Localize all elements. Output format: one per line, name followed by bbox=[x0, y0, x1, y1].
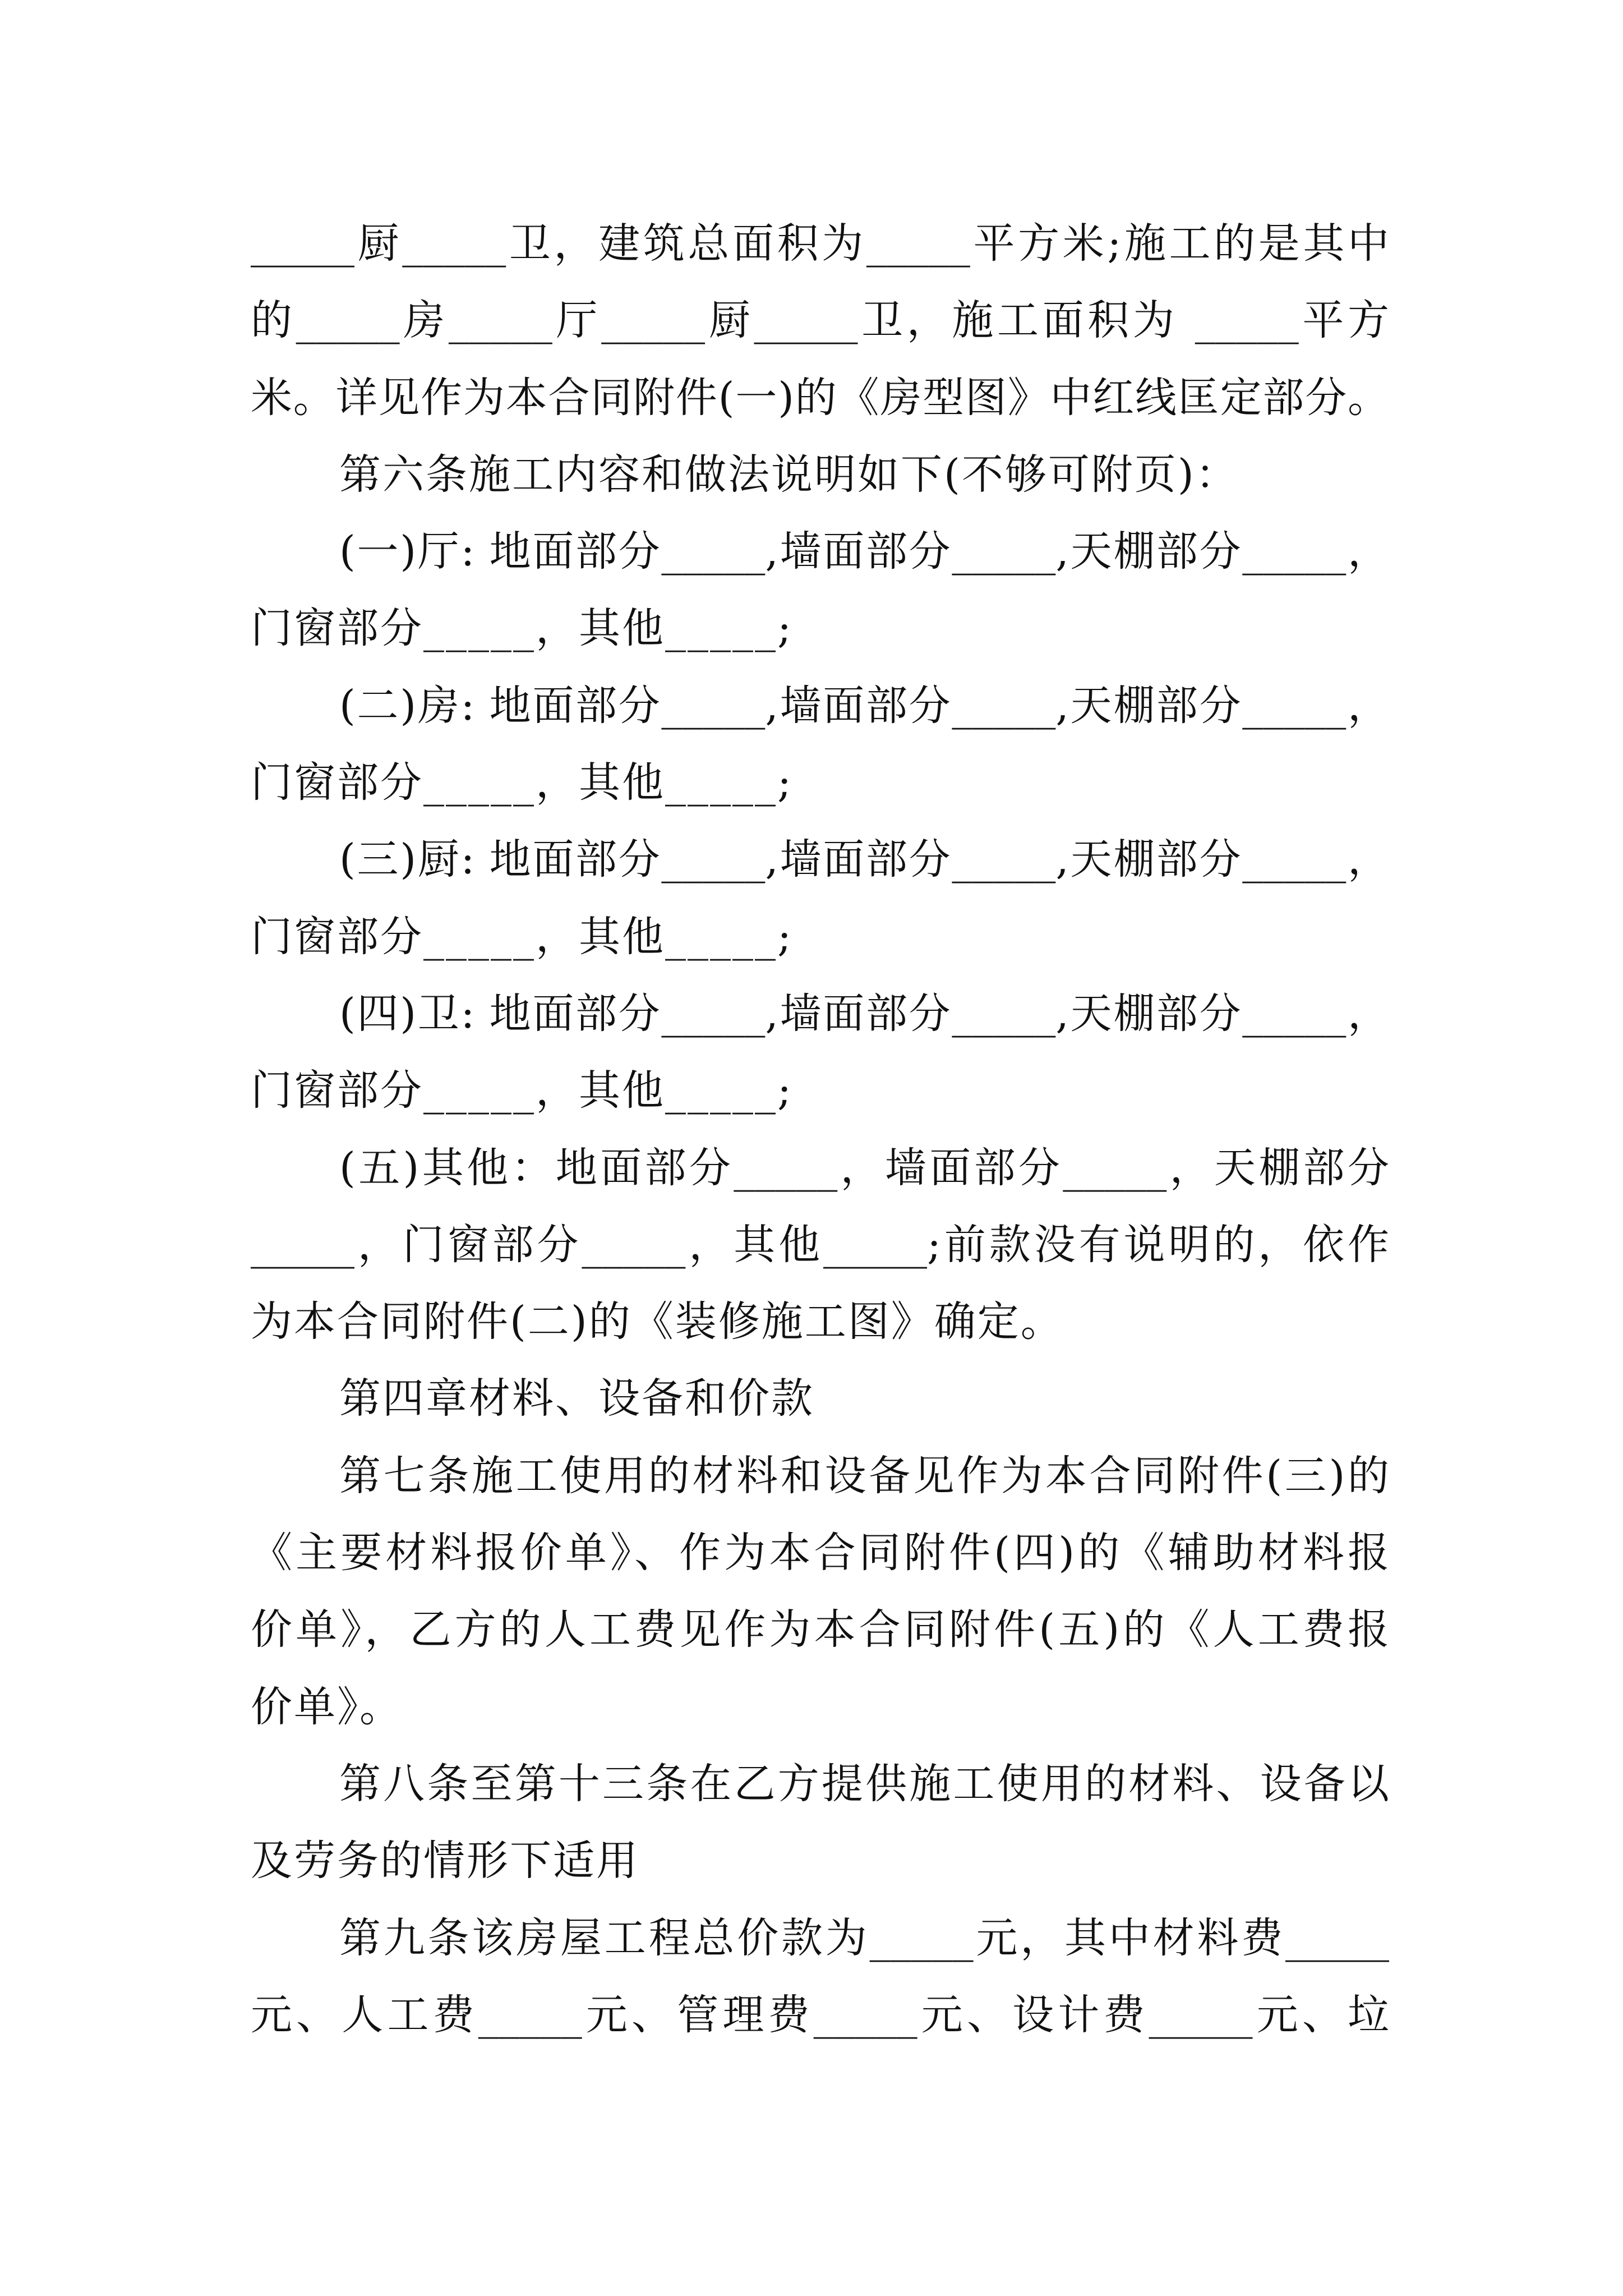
text-line: _____，门窗部分_____，其他_____;前款没有说明的，依作 bbox=[251, 1220, 1389, 1269]
text-line: 为本合同附件(二)的《装修施工图》确定。 bbox=[251, 1297, 1064, 1346]
text-line: 米。详见作为本合同附件(一)的《房型图》中红线匡定部分。 bbox=[251, 373, 1389, 422]
text-line: (三)厨: 地面部分_____,墙面部分_____,天棚部分_____， bbox=[339, 835, 1389, 884]
document-body bbox=[251, 205, 1389, 2054]
text-line: 门窗部分_____，其他_____; bbox=[251, 604, 793, 653]
text-line: 第四章材料、设备和价款 bbox=[339, 1374, 814, 1423]
text-line: 价单》。 bbox=[251, 1682, 403, 1731]
text-line: 及劳务的情形下适用 bbox=[251, 1837, 639, 1885]
item-5-other bbox=[251, 1130, 1389, 1361]
text-line: (二)房: 地面部分_____,墙面部分_____,天棚部分_____， bbox=[339, 681, 1389, 730]
item-3-kitchen bbox=[251, 821, 1389, 976]
text-line: 门窗部分_____，其他_____; bbox=[251, 758, 793, 807]
continued-paragraph-room-layout bbox=[251, 205, 1389, 436]
text-line: (五)其他：地面部分_____，墙面部分_____，天棚部分 bbox=[339, 1143, 1389, 1192]
article-6-heading bbox=[251, 436, 1389, 513]
text-line: 的_____房_____厅_____厨_____卫，施工面积为 _____平方 bbox=[251, 296, 1389, 345]
text-line: (四)卫: 地面部分_____,墙面部分_____,天棚部分_____， bbox=[339, 989, 1389, 1038]
text-line: 第七条施工使用的材料和设备见作为本合同附件(三)的 bbox=[339, 1451, 1389, 1500]
text-line: 第八条至第十三条在乙方提供施工使用的材料、设备以 bbox=[339, 1759, 1389, 1808]
article-7-paragraph bbox=[251, 1438, 1389, 1746]
article-9-paragraph bbox=[251, 1900, 1389, 2054]
text-line: 第九条该房屋工程总价款为_____元，其中材料费_____ bbox=[339, 1913, 1389, 1962]
text-line: 门窗部分_____，其他_____; bbox=[251, 912, 793, 961]
chapter-4-heading bbox=[251, 1360, 1389, 1437]
text-line: 第六条施工内容和做法说明如下(不够可附页)： bbox=[339, 450, 1239, 499]
text-line: 《主要材料报价单》、作为本合同附件(四)的《辅助材料报 bbox=[251, 1529, 1389, 1577]
item-1-hall bbox=[251, 513, 1389, 668]
text-line: 价单》，乙方的人工费见作为本合同附件(五)的《人工费报 bbox=[251, 1605, 1389, 1654]
article-8-paragraph bbox=[251, 1746, 1389, 1900]
item-4-bathroom bbox=[251, 976, 1389, 1130]
text-line: (一)厅: 地面部分_____,墙面部分_____,天棚部分_____， bbox=[339, 527, 1389, 576]
text-line: 元、人工费_____元、管理费_____元、设计费_____元、垃 bbox=[251, 1990, 1389, 2039]
text-line: _____厨_____卫，建筑总面积为_____平方米;施工的是其中 bbox=[251, 219, 1389, 268]
text-line: 门窗部分_____，其他_____; bbox=[251, 1066, 793, 1115]
item-2-room bbox=[251, 668, 1389, 822]
